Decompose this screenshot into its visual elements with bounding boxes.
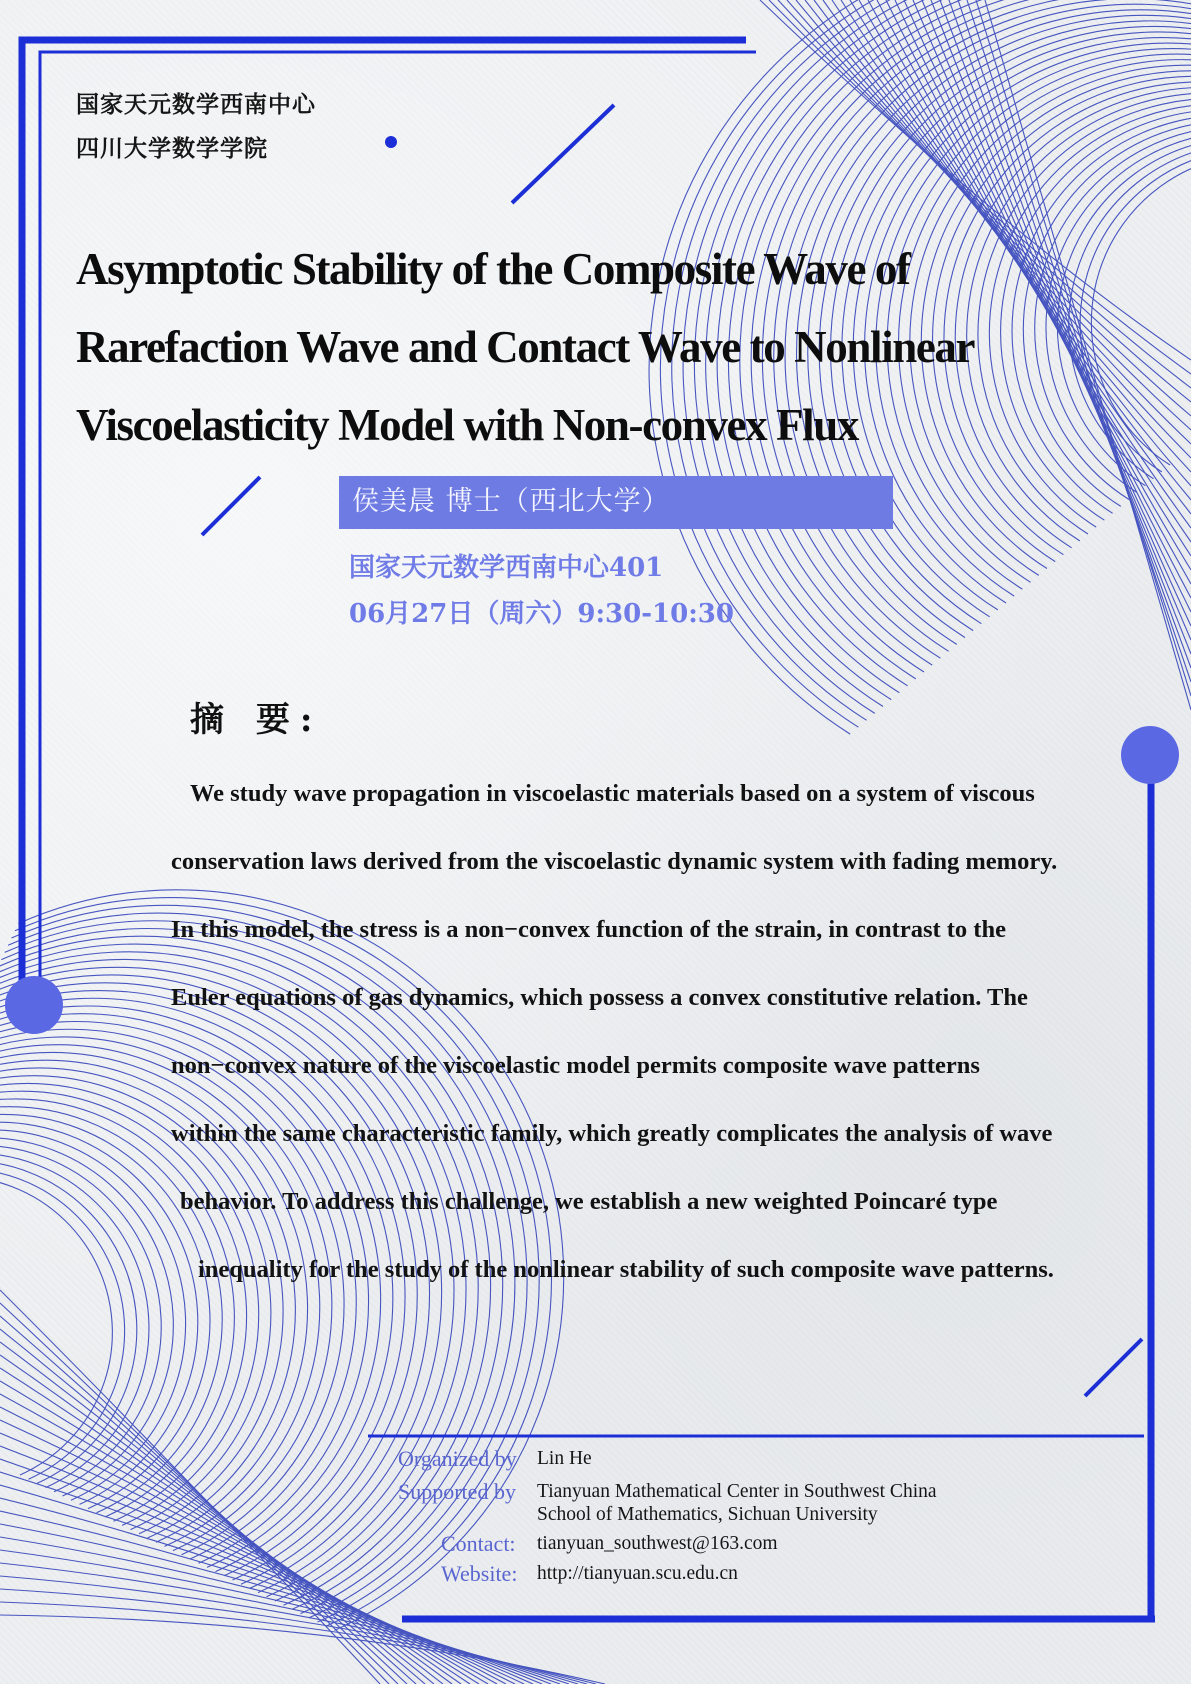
contact-label: Contact: xyxy=(441,1531,516,1556)
institution-name-2: 四川大学数学学院 xyxy=(76,135,268,162)
slash-accent-top xyxy=(512,105,614,203)
abstract-line-7: behavior. To address this challenge, we establish a new weighted Poincaré type xyxy=(180,1188,998,1215)
institution-name-1: 国家天元数学西南中心 xyxy=(76,91,316,118)
title-line-3: Viscoelasticity Model with Non-convex Flux xyxy=(76,400,858,450)
abstract-line-2: conservation laws derived from the viscoelastic dynamic system with fading memory. xyxy=(171,848,1058,875)
website-label: Website: xyxy=(441,1561,518,1586)
abstract-line-4: Euler equations of gas dynamics, which possess a convex constitutive relation. The xyxy=(171,984,1028,1011)
abstract-line-5: non−convex nature of the viscoelastic model permits composite wave patterns xyxy=(171,1052,980,1079)
bottom-left-arc xyxy=(0,1122,198,1504)
supporter-1: Tianyuan Mathematical Center in Southwest China xyxy=(537,1481,937,1502)
bottom-left-sweep xyxy=(0,1589,587,1684)
bottom-left-arc xyxy=(0,1176,112,1475)
abstract-heading: 摘 要: xyxy=(190,700,323,740)
speaker-name: 侯美晨 博士（西北大学） xyxy=(352,486,670,517)
talk-title xyxy=(76,230,1016,464)
organizer-name: Lin He xyxy=(537,1448,592,1469)
left-circle-accent xyxy=(5,976,63,1034)
supported-by-label: Supported by xyxy=(398,1479,516,1504)
datetime-text: 06月27日（周六）9:30-10:30 xyxy=(349,599,734,629)
slash-accent-middle xyxy=(202,477,260,535)
bottom-left-sweep xyxy=(0,1576,578,1684)
abstract-line-3: In this model, the stress is a non−convex function of the strain, in contrast to the xyxy=(171,916,1006,943)
title-line-1: Asymptotic Stability of the Composite Wave of xyxy=(76,244,910,294)
venue-text: 国家天元数学西南中心401 xyxy=(349,553,664,583)
organized-by-label: Organized by xyxy=(398,1446,517,1471)
bottom-left-arc xyxy=(0,1006,381,1567)
website-link[interactable]: http://tianyuan.scu.edu.cn xyxy=(537,1563,738,1584)
abstract-line-1: We study wave propagation in viscoelastic materials based on a system of viscous xyxy=(190,780,1035,807)
top-right-arc xyxy=(1080,148,1191,471)
bottom-left-arc xyxy=(0,1153,149,1487)
bottom-left-arc xyxy=(0,1083,259,1525)
bottom-left-sweep xyxy=(0,1602,596,1684)
title-line-2: Rarefaction Wave and Contact Wave to Nonlinear xyxy=(76,322,975,372)
contact-email[interactable]: tianyuan_southwest@163.com xyxy=(537,1533,778,1554)
top-right-arc xyxy=(1012,115,1191,513)
slash-accent-bottom xyxy=(1085,1339,1142,1396)
bottom-left-sweep xyxy=(0,1615,605,1684)
supporter-2: School of Mathematics, Sichuan University xyxy=(537,1504,878,1525)
dot-accent xyxy=(385,136,397,148)
abstract-line-8: inequality for the study of the nonlinear stability of such composite wave patterns. xyxy=(198,1256,1054,1283)
bottom-left-arc xyxy=(0,1169,125,1480)
right-circle-accent xyxy=(1121,726,1179,784)
abstract-line-6: within the same characteristic family, which greatly complicates the analysis of wave xyxy=(171,1120,1053,1147)
